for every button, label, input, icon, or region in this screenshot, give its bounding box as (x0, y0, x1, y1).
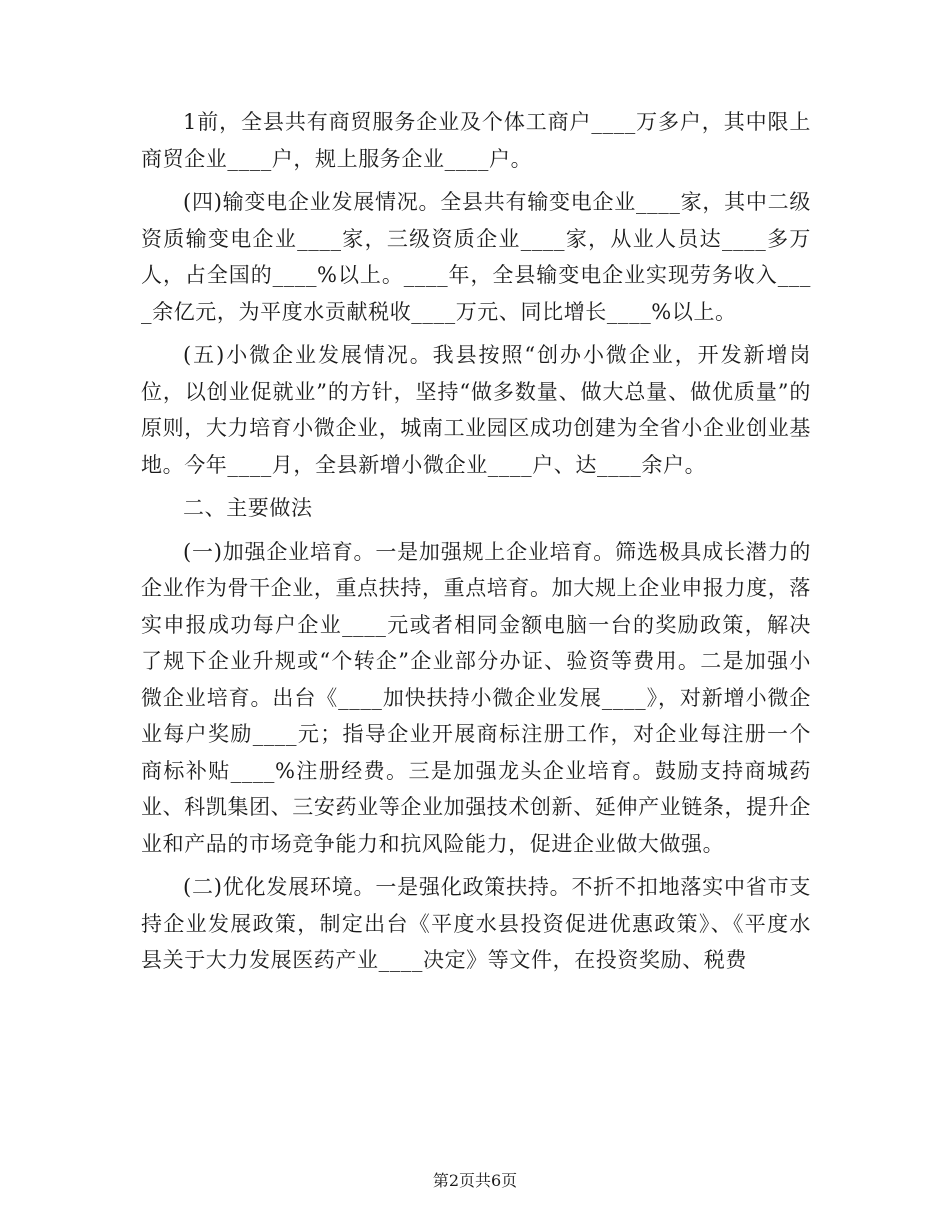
paragraph-environment-optimization: (二)优化发展环境。一是强化政策扶持。不折不扣地落实中省市支持企业发展政策，制定出台《平度水县投资促进优惠政策》、《平度水县关于大力发展医药产业____决定》等文件，在投资奖励、税费 (141, 875, 811, 972)
paragraph-enterprise-cultivation: (一)加强企业培育。一是加强规上企业培育。筛选极具成长潜力的企业作为骨干企业，重点扶持，重点培育。加大规上企业申报力度，落实申报成功每户企业____元或者相同金额电脑一台的奖励政策，解决了规下企业升规或“个转企”企业部分办证、验资等费用。二是加强小微企业培育。出台《____加快扶持小微企业发展____》，对新增小微企业每户奖励____元；指导企业开展商标注册工作，对企业每注册一个商标补贴____%注册经费。三是加强龙头企业培育。鼓励支持商城药业、科凯集团、三安药业等企业加强技术创新、延伸产业链条，提升企业和产品的市场竞争能力和抗风险能力，促进企业做大做强。 (141, 539, 811, 856)
section-heading-main-practices: 二、主要做法 (183, 496, 313, 520)
paragraph-commerce-stats: 1前，全县共有商贸服务企业及个体工商户____万多户，其中限上商贸企业____户，规上服务企业____户。 (141, 110, 811, 171)
document-body (141, 104, 811, 986)
paragraph-small-micro-enterprises: (五)小微企业发展情况。我县按照“创办小微企业，开发新增岗位，以创业促就业”的方针，坚持“做多数量、做大总量、做优质量”的原则，大力培育小微企业，城南工业园区成功创建为全省小企业创业基地。今年____月，全县新增小微企业____户、达____余户。 (141, 343, 811, 477)
page-number-footer: 第2页共6页 (432, 1171, 518, 1190)
paragraph-power-enterprises: (四)输变电企业发展情况。全县共有输变电企业____家，其中二级资质输变电企业____家，三级资质企业____家，从业人员达____多万人，占全国的____%以上。____年，全县输变电企业实现劳务收入____余亿元，为平度水贡献税收____万元、同比增长____%以上。 (141, 190, 811, 324)
